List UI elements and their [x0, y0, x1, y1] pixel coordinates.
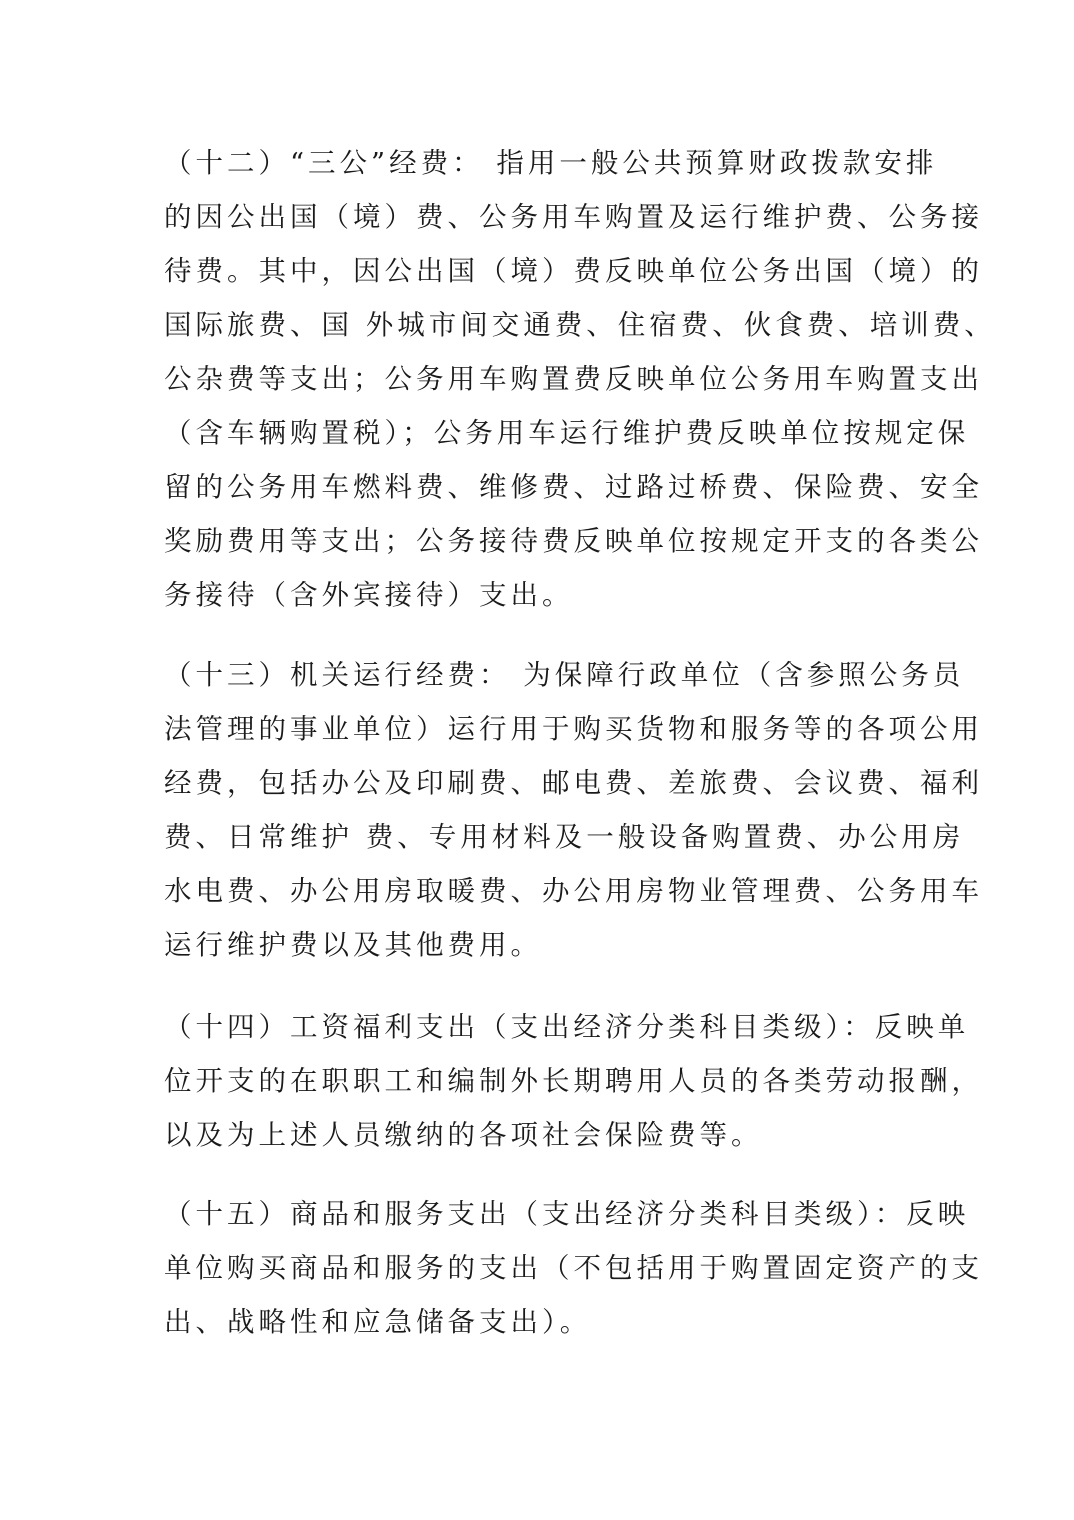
- text-line: 经费，包括办公及印刷费、邮电费、差旅费、会议费、福利: [164, 767, 983, 799]
- text-line: （十三）机关运行经费： 为保障行政单位（含参照公务员: [164, 659, 965, 691]
- text-line: 法管理的事业单位）运行用于购买货物和服务等的各项公用: [164, 713, 983, 745]
- paragraph-agency-operating-expenses: [164, 648, 983, 972]
- text-line: 的因公出国（境）费、公务用车购置及运行维护费、公务接: [164, 201, 983, 233]
- text-line: （含车辆购置税）；公务用车运行维护费反映单位按规定保: [164, 417, 970, 449]
- text-line: 奖励费用等支出；公务接待费反映单位按规定开支的各类公: [164, 525, 983, 557]
- text-line: 国际旅费、国 外城市间交通费、住宿费、伙食费、培训费、: [164, 309, 996, 341]
- text-line: 水电费、办公用房取暖费、办公用房物业管理费、公务用车: [164, 875, 983, 907]
- text-line: 单位购买商品和服务的支出（不包括用于购置固定资产的支: [164, 1252, 983, 1284]
- text-line: （十四）工资福利支出（支出经济分类科目类级）：反映单: [164, 1011, 970, 1043]
- text-line: 以及为上述人员缴纳的各项社会保险费等。: [164, 1119, 763, 1151]
- text-line: 运行维护费以及其他费用。: [164, 929, 542, 961]
- text-line: 留的公务用车燃料费、维修费、过路过桥费、保险费、安全: [164, 471, 983, 503]
- text-line: 待费。其中，因公出国（境）费反映单位公务出国（境）的: [164, 255, 983, 287]
- text-line: 位开支的在职职工和编制外长期聘用人员的各类劳动报酬，: [164, 1065, 983, 1097]
- text-line: 公杂费等支出；公务用车购置费反映单位公务用车购置支出: [164, 363, 983, 395]
- text-line: （十二）“三公”经费： 指用一般公共预算财政拨款安排: [164, 147, 938, 179]
- text-line: 出、战略性和应急储备支出）。: [164, 1306, 592, 1338]
- paragraph-wage-welfare-expenditure: [164, 1000, 983, 1162]
- text-line: 费、日常维护 费、专用材料及一般设备购置费、办公用房: [164, 821, 965, 853]
- paragraph-san-gong-expenses: [164, 136, 996, 622]
- paragraph-goods-services-expenditure: [164, 1187, 983, 1349]
- text-line: 务接待（含外宾接待）支出。: [164, 579, 574, 611]
- text-line: （十五）商品和服务支出（支出经济分类科目类级）：反映: [164, 1198, 970, 1230]
